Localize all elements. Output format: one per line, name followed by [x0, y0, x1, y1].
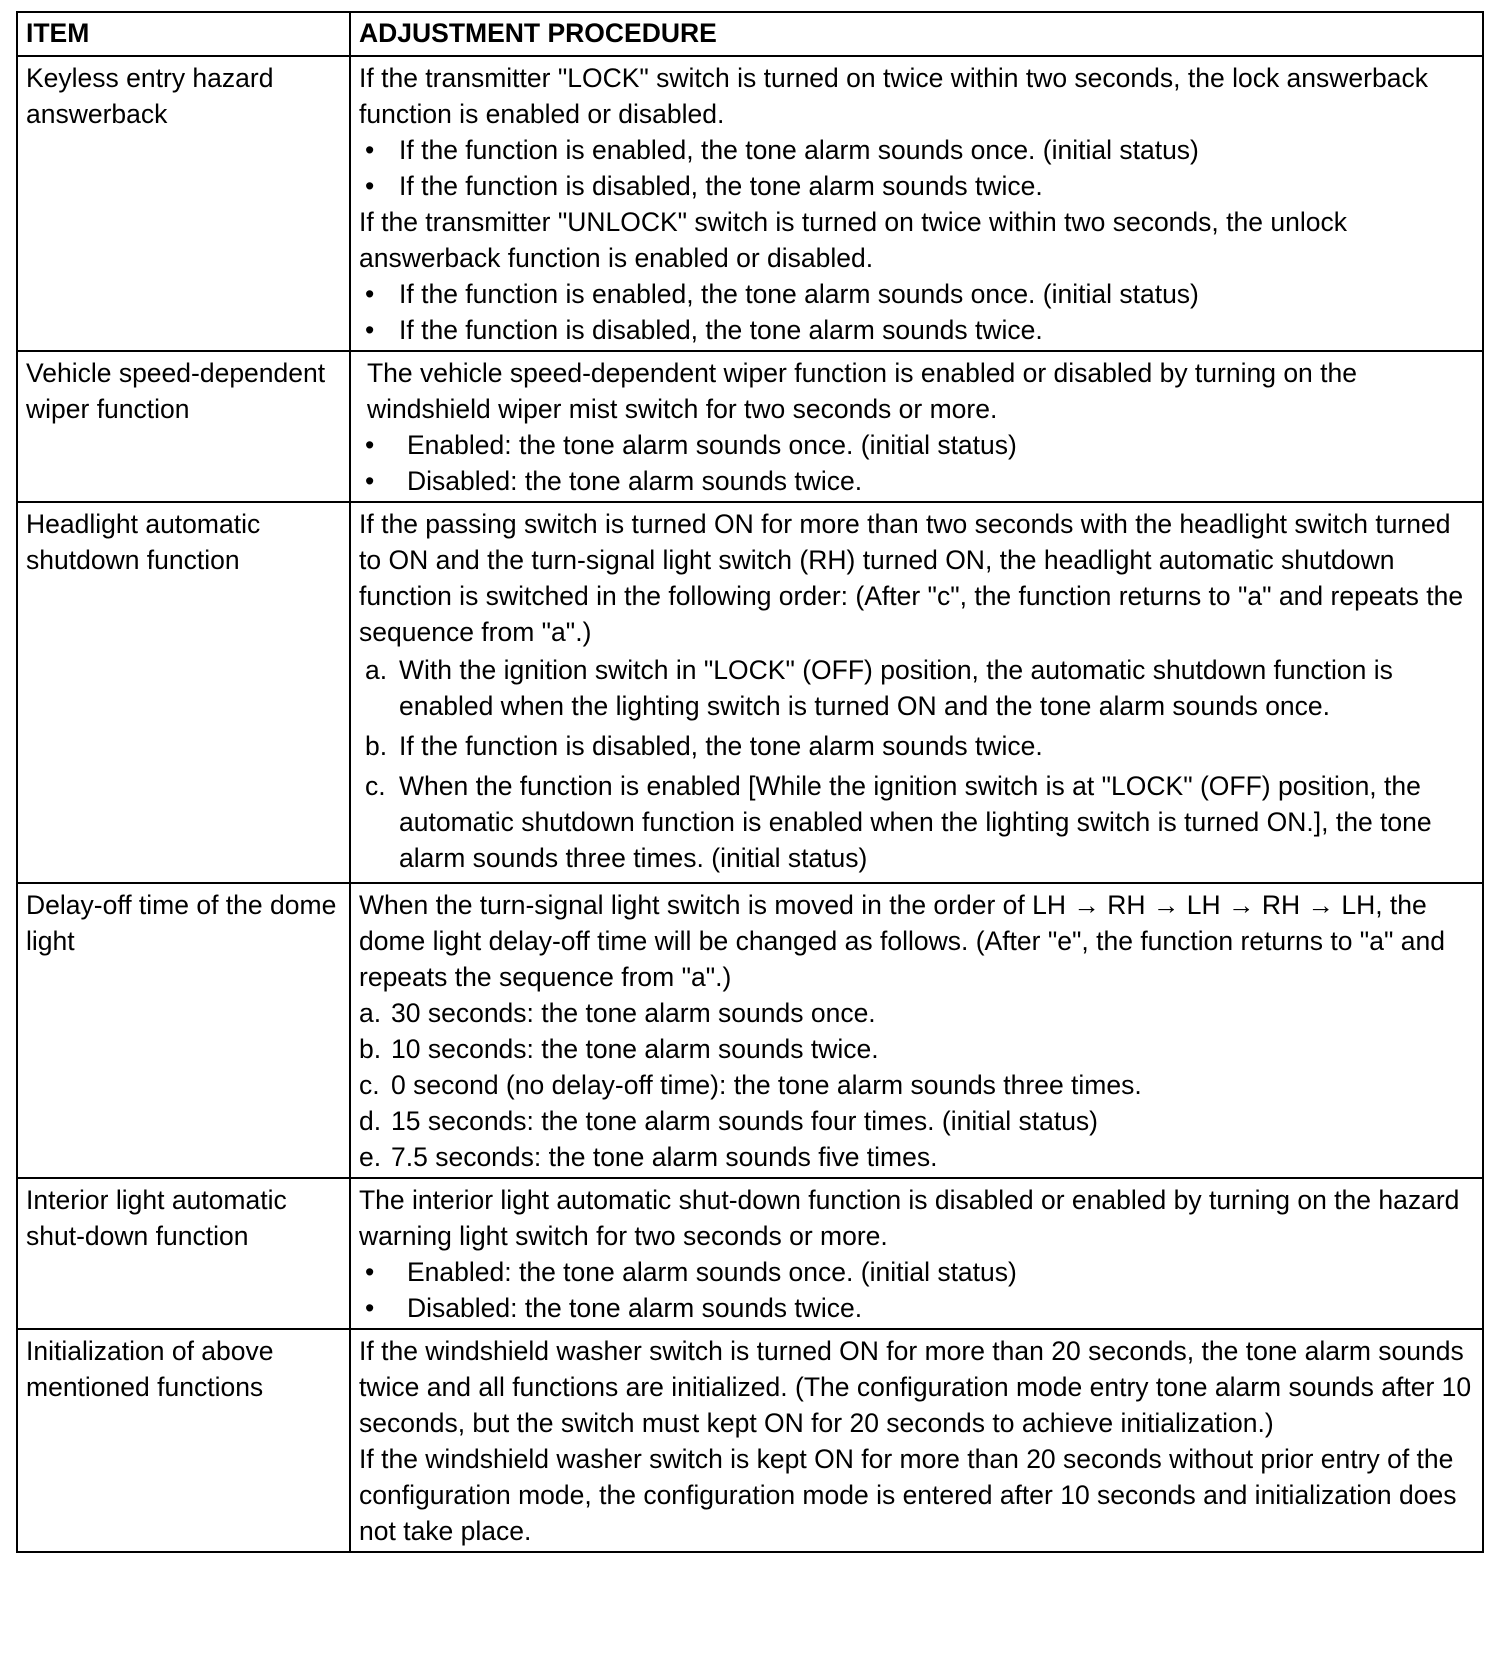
list-text: 0 second (no delay-off time): the tone alarm sounds three times.	[391, 1070, 1142, 1100]
bullet-item: • If the function is disabled, the tone alarm sounds twice.	[359, 312, 1474, 348]
procedure-text: If the windshield washer switch is turned ON for more than 20 seconds, the tone alarm sounds twice and all functions are initialized. (The configuration mode entry tone alarm sounds after 10 seconds, but the switch must kept ON for 20 seconds to achieve initialization.)	[359, 1336, 1472, 1438]
procedure-cell	[350, 351, 1483, 502]
list-text: If the function is disabled, the tone alarm sounds twice.	[399, 731, 1043, 761]
procedure-text: When the turn-signal light switch is moved in the order of LH → RH → LH → RH → LH, the dome light delay-off time will be changed as follows. (After "e", the function returns to "a" and repeats the sequence from "a".)	[359, 890, 1445, 992]
list-text: With the ignition switch in "LOCK" (OFF) position, the automatic shutdown function is enabled when the lighting switch is turned ON and the tone alarm sounds once.	[399, 655, 1393, 721]
table-row	[17, 56, 1483, 351]
list-label: b.	[365, 731, 388, 761]
list-label: e.	[359, 1142, 382, 1172]
bullet-item: • If the function is disabled, the tone alarm sounds twice.	[359, 168, 1474, 204]
procedure-cell	[350, 502, 1483, 883]
list-text: 10 seconds: the tone alarm sounds twice.	[391, 1034, 879, 1064]
bullet-item: • Enabled: the tone alarm sounds once. (initial status)	[359, 1254, 1474, 1290]
procedure-text: The interior light automatic shut-down function is disabled or enabled by turning on the hazard warning light switch for two seconds or more.	[359, 1185, 1460, 1251]
bullet-item: • If the function is enabled, the tone alarm sounds once. (initial status)	[359, 132, 1474, 168]
table-row	[17, 1329, 1483, 1552]
procedure-cell	[350, 1178, 1483, 1329]
bullet-item: • If the function is enabled, the tone alarm sounds once. (initial status)	[359, 276, 1474, 312]
list-item	[359, 1031, 1474, 1067]
procedure-cell	[350, 1329, 1483, 1552]
list-item	[359, 1067, 1474, 1103]
item-cell: Initialization of above mentioned functions	[17, 1329, 350, 1552]
procedure-cell	[350, 883, 1483, 1178]
procedure-cell	[350, 56, 1483, 351]
table-row	[17, 883, 1483, 1178]
procedure-text: If the passing switch is turned ON for more than two seconds with the headlight switch turned to ON and the turn-signal light switch (RH) turned ON, the headlight automatic shutdown function is switched in the following order: (After "c", the function returns to "a" and repeats the sequence from "a".)	[359, 509, 1464, 647]
list-item	[359, 995, 1474, 1031]
procedure-text: If the transmitter "LOCK" switch is turned on twice within two seconds, the lock answerback function is enabled or disabled.	[359, 63, 1428, 129]
item-cell: Delay-off time of the dome light	[17, 883, 350, 1178]
procedure-text: If the windshield washer switch is kept ON for more than 20 seconds without prior entry of the configuration mode, the configuration mode is entered after 10 seconds and initialization does not take place.	[359, 1444, 1457, 1546]
bullet-item: • Disabled: the tone alarm sounds twice.	[359, 1290, 1474, 1326]
table-row	[17, 502, 1483, 883]
bullet-item: • Disabled: the tone alarm sounds twice.	[359, 463, 1474, 499]
adjustment-table	[16, 11, 1484, 1553]
list-label: d.	[359, 1106, 382, 1136]
list-label: c.	[359, 1070, 380, 1100]
item-cell: Keyless entry hazard answerback	[17, 56, 350, 351]
list-text: 7.5 seconds: the tone alarm sounds five times.	[391, 1142, 938, 1172]
list-item	[359, 768, 1474, 876]
item-cell: Interior light automatic shut-down function	[17, 1178, 350, 1329]
procedure-text: If the transmitter "UNLOCK" switch is turned on twice within two seconds, the unlock answerback function is enabled or disabled.	[359, 207, 1347, 273]
bullet-item: • Enabled: the tone alarm sounds once. (initial status)	[359, 427, 1474, 463]
list-item	[359, 728, 1474, 764]
item-cell: Headlight automatic shutdown function	[17, 502, 350, 883]
list-item	[359, 652, 1474, 724]
list-item	[359, 1103, 1474, 1139]
item-cell: Vehicle speed-dependent wiper function	[17, 351, 350, 502]
table-row	[17, 351, 1483, 502]
table-header-row	[17, 12, 1483, 56]
table-row	[17, 1178, 1483, 1329]
list-label: a.	[359, 998, 382, 1028]
header-procedure: ADJUSTMENT PROCEDURE	[350, 12, 1483, 56]
list-label: a.	[365, 655, 388, 685]
list-label: b.	[359, 1034, 382, 1064]
list-item	[359, 1139, 1474, 1175]
list-label: c.	[365, 771, 386, 801]
procedure-text: The vehicle speed-dependent wiper function is enabled or disabled by turning on the windshield wiper mist switch for two seconds or more.	[367, 358, 1357, 424]
list-text: 15 seconds: the tone alarm sounds four times. (initial status)	[391, 1106, 1099, 1136]
header-item: ITEM	[17, 12, 350, 56]
list-text: 30 seconds: the tone alarm sounds once.	[391, 998, 876, 1028]
list-text: When the function is enabled [While the ignition switch is at "LOCK" (OFF) position, the automatic shutdown function is enabled when the lighting switch is turned ON.], the tone alarm sounds three times. (initial status)	[399, 771, 1432, 873]
